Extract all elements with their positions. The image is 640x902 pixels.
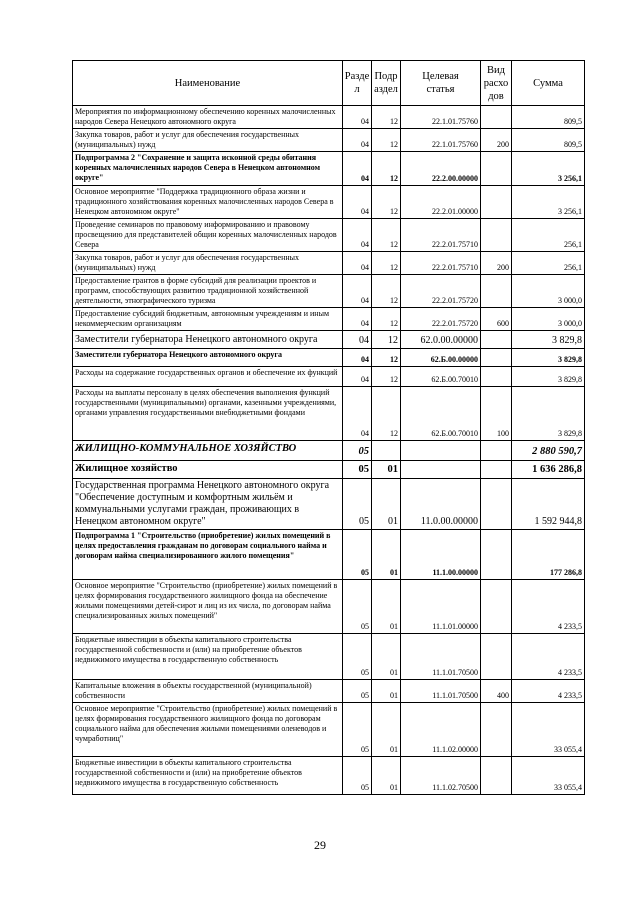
row-target: 22.2.01.75720: [401, 275, 481, 308]
row-podrazdel: 12: [372, 152, 401, 186]
row-vid: [481, 479, 512, 530]
row-podrazdel: 12: [372, 275, 401, 308]
row-vid: [481, 461, 512, 479]
row-podrazdel: 12: [372, 106, 401, 129]
row-sum: 3 829,8: [512, 331, 585, 349]
row-razdel: 05: [343, 757, 372, 795]
table-row: [73, 275, 585, 308]
row-name: Бюджетные инвестиции в объекты капитального строительства государственной собственности и (или) на приобретение объектов недвижимого имущества в государственную собственность: [73, 757, 343, 795]
row-sum: 3 829,8: [512, 387, 585, 441]
table-row: [73, 479, 585, 530]
table-row: [73, 580, 585, 634]
row-name: Закупка товаров, работ и услуг для обеспечения государственных (муниципальных) нужд: [73, 129, 343, 152]
row-podrazdel: 12: [372, 252, 401, 275]
row-vid: 600: [481, 308, 512, 331]
row-target: [401, 441, 481, 461]
row-sum: 3 256,1: [512, 152, 585, 186]
row-vid: [481, 580, 512, 634]
row-name: Государственная программа Ненецкого автономного округа "Обеспечение доступным и комфортным жильём и коммунальными услугами граждан, проживающих в Ненецком автономном округе": [73, 479, 343, 530]
row-vid: 200: [481, 129, 512, 152]
row-razdel: 05: [343, 441, 372, 461]
row-name: Проведение семинаров по правовому информированию и правовому просвещению для представителей общин коренных малочисленных народов Севера: [73, 219, 343, 252]
table-row: [73, 680, 585, 703]
row-target: 11.1.00.00000: [401, 530, 481, 580]
row-target: 22.2.01.75710: [401, 252, 481, 275]
row-sum: 1 592 944,8: [512, 479, 585, 530]
row-sum: 3 829,8: [512, 349, 585, 367]
row-sum: 4 233,5: [512, 680, 585, 703]
budget-table: [72, 60, 585, 795]
row-target: 62.Б.00.70010: [401, 367, 481, 387]
row-sum: 256,1: [512, 219, 585, 252]
row-razdel: 04: [343, 186, 372, 219]
table-row: [73, 703, 585, 757]
row-razdel: 04: [343, 106, 372, 129]
table-row: [73, 129, 585, 152]
row-vid: [481, 530, 512, 580]
row-name: Предоставление грантов в форме субсидий для реализации проектов и программ, способствующих развитию традиционной хозяйственной деятельности, этнографического туризма: [73, 275, 343, 308]
row-target: 22.2.00.00000: [401, 152, 481, 186]
row-podrazdel: 12: [372, 367, 401, 387]
row-sum: 33 055,4: [512, 757, 585, 795]
table-header-row: [73, 61, 585, 106]
row-target: 11.1.01.70500: [401, 680, 481, 703]
header-razdel: Разде л: [343, 61, 372, 106]
header-vid: Вид расхо дов: [481, 61, 512, 106]
row-sum: 177 286,8: [512, 530, 585, 580]
row-sum: 4 233,5: [512, 580, 585, 634]
row-podrazdel: 12: [372, 186, 401, 219]
row-target: 62.Б.00.70010: [401, 387, 481, 441]
table-body: [73, 106, 585, 795]
row-razdel: 04: [343, 367, 372, 387]
row-sum: 33 055,4: [512, 703, 585, 757]
row-name: Заместители губернатора Ненецкого автономного округа: [73, 349, 343, 367]
table-row: [73, 186, 585, 219]
row-name: Закупка товаров, работ и услуг для обеспечения государственных (муниципальных) нужд: [73, 252, 343, 275]
row-name: ЖИЛИЩНО-КОММУНАЛЬНОЕ ХОЗЯЙСТВО: [73, 441, 343, 461]
row-vid: [481, 441, 512, 461]
row-podrazdel: 01: [372, 530, 401, 580]
table-row: [73, 387, 585, 441]
row-name: Жилищное хозяйство: [73, 461, 343, 479]
header-name: Наименование: [73, 61, 343, 106]
row-name: Основное мероприятие "Строительство (приобретение) жилых помещений в целях формирования государственного жилищного фонда на обеспечение жилыми помещениями детей-сирот и лиц из их числа, по договорам найма специализированных жилых помещений": [73, 580, 343, 634]
row-sum: 3 256,1: [512, 186, 585, 219]
row-razdel: 04: [343, 349, 372, 367]
table-row: [73, 634, 585, 680]
table-row: [73, 106, 585, 129]
row-razdel: 05: [343, 703, 372, 757]
row-target: 62.0.00.00000: [401, 331, 481, 349]
row-razdel: 05: [343, 680, 372, 703]
row-vid: [481, 219, 512, 252]
row-target: 22.2.01.00000: [401, 186, 481, 219]
row-vid: [481, 186, 512, 219]
table-row: [73, 349, 585, 367]
row-sum: 809,5: [512, 129, 585, 152]
row-name: Основное мероприятие "Строительство (приобретение) жилых помещений в целях формирования государственного жилищного фонда по договорам социального найма для обеспечения жилыми помещениями оленеводов и чумработниц": [73, 703, 343, 757]
row-podrazdel: 01: [372, 479, 401, 530]
table-row: [73, 331, 585, 349]
row-razdel: 04: [343, 152, 372, 186]
row-vid: [481, 703, 512, 757]
row-name: Расходы на содержание государственных органов и обеспечение их функций: [73, 367, 343, 387]
row-vid: 400: [481, 680, 512, 703]
row-target: 22.1.01.75760: [401, 106, 481, 129]
row-vid: [481, 331, 512, 349]
row-target: 11.1.02.00000: [401, 703, 481, 757]
row-sum: 3 000,0: [512, 275, 585, 308]
row-vid: [481, 634, 512, 680]
header-target: Целевая статья: [401, 61, 481, 106]
row-razdel: 05: [343, 580, 372, 634]
table-row: [73, 308, 585, 331]
row-vid: [481, 367, 512, 387]
row-razdel: 04: [343, 129, 372, 152]
row-name: Заместители губернатора Ненецкого автономного округа: [73, 331, 343, 349]
row-vid: [481, 757, 512, 795]
row-target: 22.1.01.75760: [401, 129, 481, 152]
row-razdel: 05: [343, 479, 372, 530]
row-sum: 809,5: [512, 106, 585, 129]
row-razdel: 04: [343, 308, 372, 331]
row-target: 22.2.01.75710: [401, 219, 481, 252]
row-target: 11.0.00.00000: [401, 479, 481, 530]
row-razdel: 04: [343, 331, 372, 349]
row-name: Расходы на выплаты персоналу в целях обеспечения выполнения функций государственными (муниципальными) органами, казенными учреждениями, органами управления государственными внебюджетными фондами: [73, 387, 343, 441]
table-row: [73, 757, 585, 795]
row-name: Капитальные вложения в объекты государственной (муниципальной) собственности: [73, 680, 343, 703]
row-target: 11.1.01.00000: [401, 580, 481, 634]
row-podrazdel: 01: [372, 634, 401, 680]
row-podrazdel: 01: [372, 680, 401, 703]
row-podrazdel: 01: [372, 703, 401, 757]
row-sum: 1 636 286,8: [512, 461, 585, 479]
row-name: Подпрограмма 1 "Строительство (приобретение) жилых помещений в целях предоставления гражданам по договорам социального найма и договорам найма специализированного жилого помещения": [73, 530, 343, 580]
row-name: Предоставление субсидий бюджетным, автономным учреждениям и иным некоммерческим организациям: [73, 308, 343, 331]
table-row: [73, 441, 585, 461]
row-vid: 100: [481, 387, 512, 441]
row-podrazdel: 12: [372, 349, 401, 367]
row-razdel: 04: [343, 252, 372, 275]
row-razdel: 04: [343, 275, 372, 308]
row-podrazdel: 12: [372, 219, 401, 252]
row-target: 62.Б.00.00000: [401, 349, 481, 367]
row-name: Мероприятия по информационному обеспечению коренных малочисленных народов Севера Ненецкого автономного округа: [73, 106, 343, 129]
row-vid: [481, 152, 512, 186]
table-row: [73, 530, 585, 580]
page-number: 29: [314, 838, 326, 852]
row-sum: 2 880 590,7: [512, 441, 585, 461]
row-sum: 3 829,8: [512, 367, 585, 387]
row-target: [401, 461, 481, 479]
row-podrazdel: 01: [372, 757, 401, 795]
table-row: [73, 252, 585, 275]
row-podrazdel: 12: [372, 387, 401, 441]
row-name: Подпрограмма 2 "Сохранение и защита исконной среды обитания коренных малочисленных народов Севера в Ненецком автономном округе": [73, 152, 343, 186]
row-target: 11.1.02.70500: [401, 757, 481, 795]
table-row: [73, 367, 585, 387]
row-razdel: 04: [343, 219, 372, 252]
row-sum: 4 233,5: [512, 634, 585, 680]
row-razdel: 05: [343, 634, 372, 680]
table-row: [73, 152, 585, 186]
row-vid: [481, 349, 512, 367]
row-razdel: 05: [343, 530, 372, 580]
row-podrazdel: 12: [372, 129, 401, 152]
row-vid: [481, 106, 512, 129]
row-sum: 256,1: [512, 252, 585, 275]
row-name: Бюджетные инвестиции в объекты капитального строительства государственной собственности и (или) на приобретение объектов недвижимого имущества в государственную собственность: [73, 634, 343, 680]
header-sum: Сумма: [512, 61, 585, 106]
row-podrazdel: 12: [372, 331, 401, 349]
row-vid: [481, 275, 512, 308]
row-razdel: 05: [343, 461, 372, 479]
row-name: Основное мероприятие "Поддержка традиционного образа жизни и традиционного хозяйствования коренных малочисленных народов Севера в Ненецком автономном округе": [73, 186, 343, 219]
row-sum: 3 000,0: [512, 308, 585, 331]
row-podrazdel: 12: [372, 308, 401, 331]
table-row: [73, 461, 585, 479]
row-podrazdel: 01: [372, 461, 401, 479]
row-podrazdel: 01: [372, 580, 401, 634]
row-podrazdel: [372, 441, 401, 461]
row-razdel: 04: [343, 387, 372, 441]
header-podrazdel: Подр аздел: [372, 61, 401, 106]
table-row: [73, 219, 585, 252]
row-vid: 200: [481, 252, 512, 275]
row-target: 22.2.01.75720: [401, 308, 481, 331]
row-target: 11.1.01.70500: [401, 634, 481, 680]
